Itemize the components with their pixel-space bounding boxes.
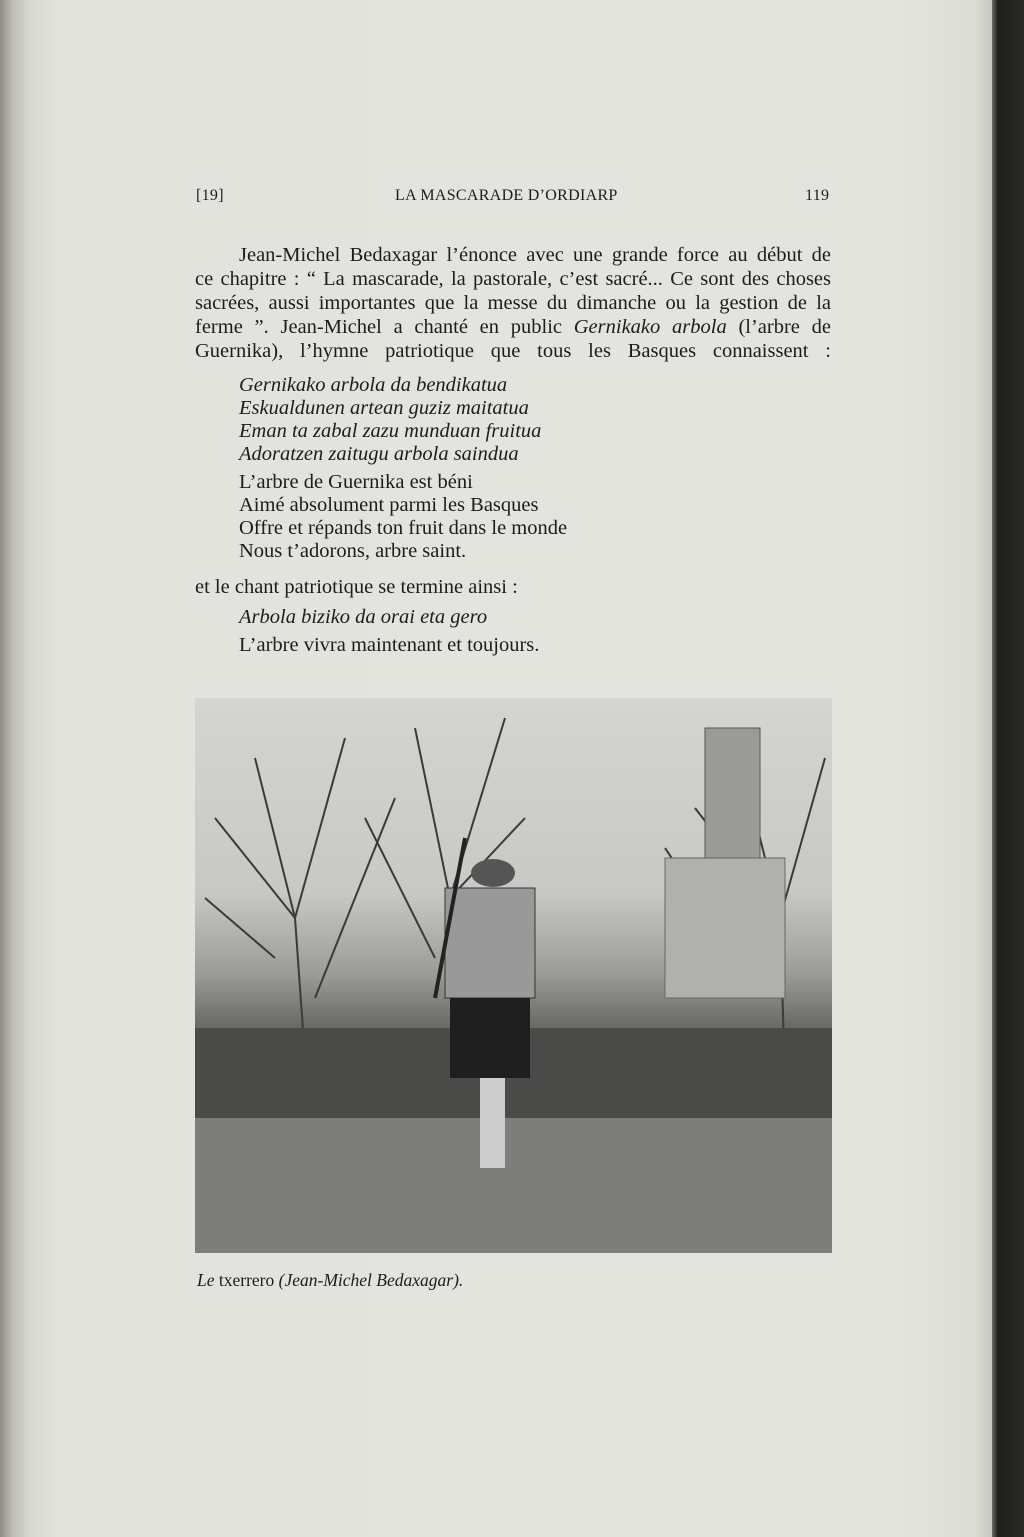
paragraph-line: sacrées, aussi importantes que la messe du dimanche ou la gestion de la bbox=[195, 292, 831, 314]
caption-subject: txerrero bbox=[214, 1270, 279, 1290]
paragraph-line: ce chapitre : “ La mascarade, la pastorale, c’est sacré... Ce sont des choses bbox=[195, 268, 831, 290]
closing-french-line: L’arbre vivra maintenant et toujours. bbox=[239, 634, 540, 656]
paragraph-text: ferme ”. Jean-Michel a chanté en public bbox=[195, 316, 574, 338]
verse-basque-line: Eman ta zabal zazu munduan fruitua bbox=[239, 420, 542, 442]
paragraph-line bbox=[195, 316, 831, 339]
verse-french-line: Aimé absolument parmi les Basques bbox=[239, 494, 539, 516]
verse-french-line: L’arbre de Guernika est béni bbox=[239, 471, 473, 493]
header-running-title: LA MASCARADE D’ORDIARP bbox=[395, 187, 618, 204]
caption-prefix: Le bbox=[197, 1270, 215, 1290]
song-title: Gernikako arbola bbox=[573, 316, 727, 338]
header-section-number: [19] bbox=[196, 187, 224, 204]
verse-basque-line: Adoratzen zaitugu arbola saindua bbox=[239, 443, 519, 465]
paragraph-text: (l’arbre de bbox=[726, 316, 831, 338]
verse-basque-line: Eskualdunen artean guziz maitatua bbox=[239, 397, 529, 419]
paragraph-line: Guernika), l’hymne patriotique que tous les Basques connaissent : bbox=[195, 340, 831, 362]
header-page-number: 119 bbox=[805, 187, 830, 204]
photo-illustration bbox=[195, 698, 832, 1253]
verse-french-line: Nous t’adorons, arbre saint. bbox=[239, 540, 467, 562]
book-edge bbox=[992, 0, 1024, 1537]
paragraph-line: Jean-Michel Bedaxagar l’énonce avec une grande force au début de bbox=[239, 244, 831, 266]
ground bbox=[195, 1118, 832, 1253]
verse-basque-line: Gernikako arbola da bendikatua bbox=[239, 374, 508, 396]
photo-caption bbox=[197, 1270, 463, 1291]
photo-txerrero-dancer bbox=[195, 698, 832, 1253]
church-building bbox=[665, 858, 785, 998]
transition-text: et le chant patriotique se termine ainsi : bbox=[195, 576, 518, 598]
closing-basque-line: Arbola biziko da orai eta gero bbox=[239, 606, 488, 628]
caption-credit: (Jean-Michel Bedaxagar). bbox=[278, 1270, 464, 1290]
verse-french-line: Offre et répands ton fruit dans le monde bbox=[239, 517, 568, 539]
